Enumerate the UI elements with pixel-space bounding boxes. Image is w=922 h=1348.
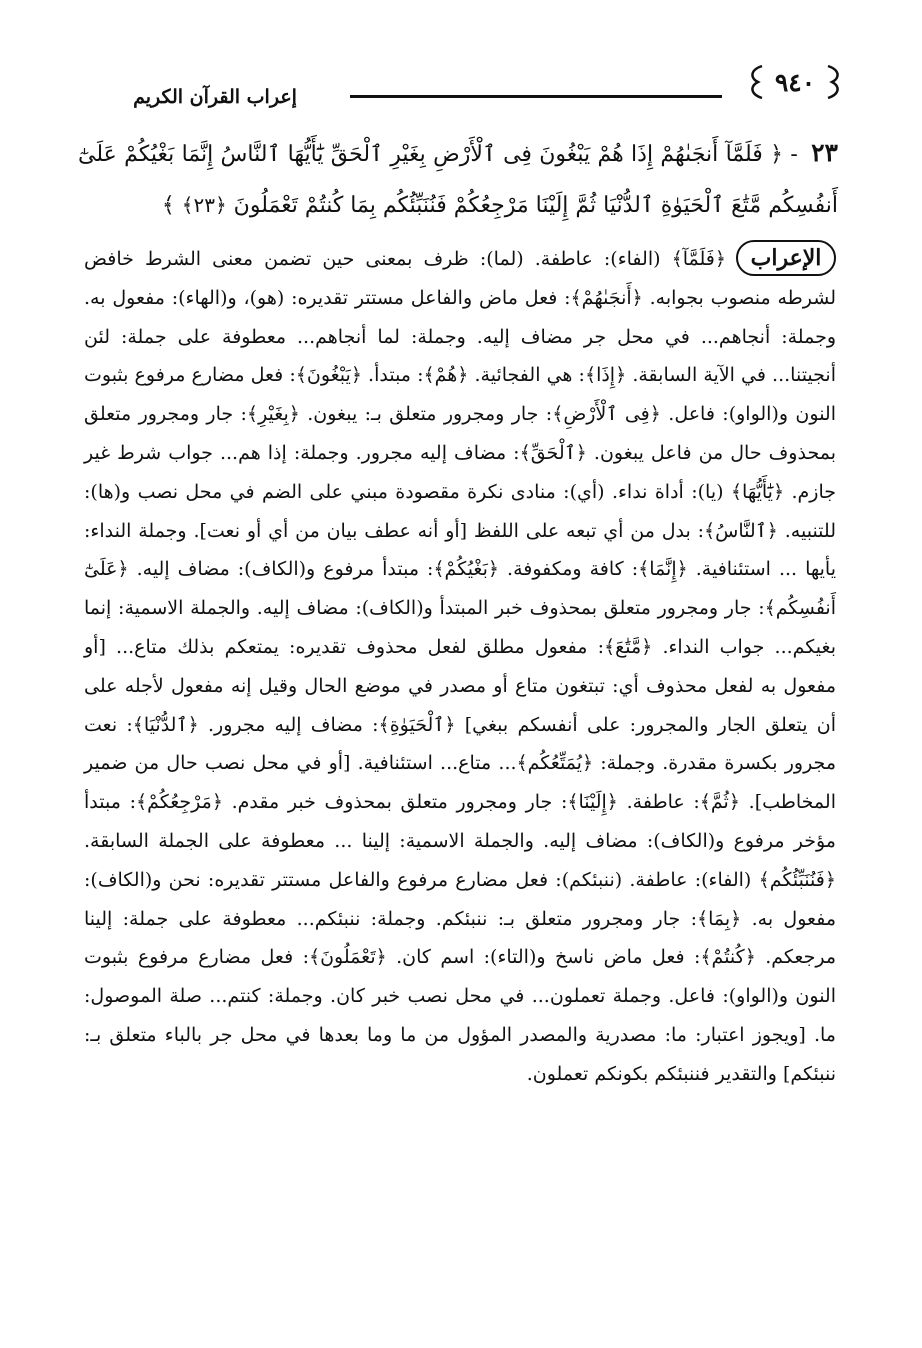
irab-text: ﴿فَلَمَّآ﴾ (الفاء): عاطفة. (لما): ظرف بمعنى حين تضمن معنى الشرط خافض لشرطه منصوب بجوابه. ﴿أَنجَىٰهُمْ﴾: فعل ماض والفاعل مستتر تقديره: (هو)، و(الهاء): مفعول به. وجملة: أنجاهم... في محل جر مضاف إليه. وجملة: لما أنجاهم... معطوفة على جملة: لئن أنجيتنا... في الآية السابقة. ﴿إِذَا﴾: هي الفجائية. ﴿هُمْ﴾: مبتدأ. ﴿يَبْغُونَ﴾: فعل مضارع مرفوع بثبوت النون و(الواو): فاعل. ﴿فِى ٱلْأَرْضِ﴾: جار ومجرور متعلق بـ: يبغون. ﴿بِغَيْرِ﴾: جار ومجرور متعلق بمحذوف حال من فاعل يبغون. ﴿ٱلْحَقِّ﴾: مضاف إليه مجرور. وجملة: إذا هم... جواب شرط غير جازم. ﴿يَٰٓأَيُّهَا﴾ (يا): أداة نداء. (أي): منادى نكرة مقصودة مبني على الضم في محل نصب و(ها): للتنبيه. ﴿ٱلنَّاسُ﴾: بدل من أي تبعه على اللفظ [أو أنه عطف بيان من أي أو نعت]. وجملة النداء: يأيها ... استئنافية. ﴿إِنَّمَا﴾: كافة ومكفوفة. ﴿بَغْيُكُمْ﴾: مبتدأ مرفوع و(الكاف): مضاف إليه. ﴿عَلَىٰٓ أَنفُسِكُم﴾: جار ومجرور متعلق بمحذوف خبر المبتدأ و(الكاف): مضاف إليه. والجملة الاسمية: إنما بغيكم... جواب النداء. ﴿مَّتَٰعَ﴾: مفعول مطلق لفعل محذوف تقديره: يمتعكم بذلك متاع... [أو مفعول به لفعل محذوف أي: تبتغون متاع أو مصدر في موضع الحال وقيل إنه مفعول لأجله على أن يتعلق الجار والمجرور: على أنفسكم ببغي] ﴿ٱلْحَيَوٰةِ﴾: مضاف إليه مجرور. ﴿ٱلدُّنْيَا﴾: نعت مجرور بكسرة مقدرة. وجملة: ﴿يُمَتِّعُكُم﴾... متاع... استئنافية. [أو في محل نصب حال من ضمير المخاطب]. ﴿ثُمَّ﴾: عاطفة. ﴿إِلَيْنَا﴾: جار ومجرور متعلق بمحذوف خبر مقدم. ﴿مَرْجِعُكُمْ﴾: مبتدأ مؤخر مرفوع و(الكاف): مضاف إليه. والجملة الاسمية: إلينا ... معطوفة على الجملة السابقة. ﴿فَنُنَبِّئُكُم﴾ (الفاء): عاطفة. (ننبئكم): فعل مضارع مرفوع والفاعل مستتر تقديره: نحن و(الكاف): مفعول به. ﴿بِمَا﴾: جار ومجرور متعلق بـ: ننبئكم. وجملة: ننبئكم... معطوفة على جملة: إلينا مرجعكم. ﴿كُنتُمْ﴾: فعل ماض ناسخ و(التاء): اسم كان. ﴿تَعْمَلُونَ﴾: فعل مضارع مرفوع بثبوت النون و(الواو): فاعل. وجملة تعملون... في محل نصب خبر كان. وجملة: كنتم... صلة الموصول: ما. [ويجوز اعتبار: ما: مصدرية والمصدر المؤول من ما وما بعدها في محل جر بالباء متعلق بـ: ننبئكم] والتقدير فننبئكم بكونكم تعملون. xyxy=(84,248,836,1085)
irab-section xyxy=(84,240,836,1094)
book-title: إعراب القرآن الكريم xyxy=(133,86,297,108)
verse-close-bracket: ﴾ xyxy=(161,193,175,218)
quran-verse xyxy=(78,128,838,231)
verse-text: فَلَمَّآ أَنجَىٰهُمْ إِذَا هُمْ يَبْغُونَ فِى ٱلْأَرْضِ بِغَيْرِ ٱلْحَقِّ يَٰٓأَيُّهَا ٱلنَّاسُ إِنَّمَا بَغْيُكُمْ عَلَىٰٓ أَنفُسِكُم مَّتَٰعَ ٱلْحَيَوٰةِ ٱلدُّنْيَا ثُمَّ إِلَيْنَا مَرْجِعُكُمْ فَنُنَبِّئُكُم بِمَا كُنتُمْ تَعْمَلُونَ xyxy=(78,142,838,218)
ornamental-bracket-right-icon xyxy=(824,64,846,100)
header-rule xyxy=(350,95,722,98)
ayah-end-marker: ﴿٢٣﴾ xyxy=(181,193,227,217)
verse-dash: - xyxy=(790,142,798,167)
page-number: ٩٤٠ xyxy=(774,67,816,97)
irab-label-badge: الإعراب xyxy=(736,240,836,276)
page-header xyxy=(0,58,922,118)
verse-open-bracket: ﴿ xyxy=(770,142,784,167)
page-number-frame xyxy=(750,64,840,100)
verse-number: ٢٣ xyxy=(811,138,838,167)
ornamental-bracket-left-icon xyxy=(744,64,766,100)
